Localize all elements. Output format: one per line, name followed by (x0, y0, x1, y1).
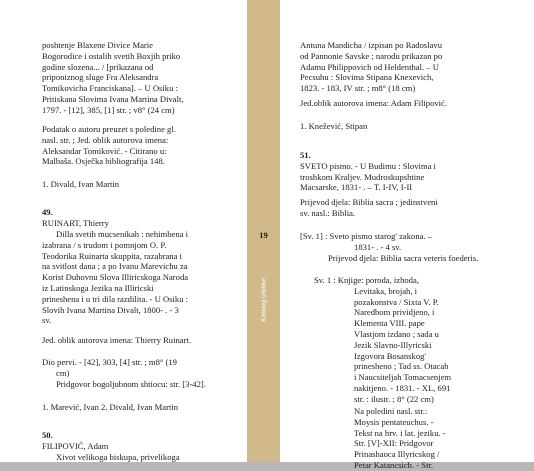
text-line: str. : ilustr. ; 8° (22 cm) (354, 393, 434, 404)
text-line: Klementa VIII. pape (354, 318, 425, 329)
text-line: [Sv. 1] : Sveto pismo starog' zakona. – (300, 231, 433, 241)
text-line: 1. Divald, Ivan Martin (42, 179, 120, 189)
text-line: godine slozena... / [prikazana od (42, 61, 154, 72)
text-line: pozakonstva / Sixta V. P. (354, 296, 439, 307)
entry-51-translation-note (300, 197, 438, 219)
entry-49-heading (42, 207, 109, 229)
left-page (0, 0, 247, 462)
text-line: Dio pervi. - [42], 303, [4] str. ; m8° (19 (42, 357, 177, 367)
text-line: Aleksandar Tomiković. - Citirano u: (42, 145, 167, 156)
entry-50-heading (42, 430, 180, 462)
entry-48-index-terms (42, 179, 119, 190)
text-line: nasl. str. ; Jed. oblik autorova imena: (42, 134, 169, 145)
spine-label (252, 270, 275, 330)
entry-49-index-terms (42, 402, 178, 413)
text-line: od Pannonie Savske ; narodu prikazan po (300, 50, 443, 61)
text-line: Jed.oblik autorova imena: Adam Filipović. (300, 98, 448, 108)
text-line: 1823. - 183, IV str. ; m8° (18 cm) (300, 83, 416, 94)
page-number: 19 (259, 230, 268, 240)
text-line: Podatak o autoru preuzet s poledine gl. (42, 124, 176, 134)
text-line: sv. (42, 315, 52, 326)
text-line: Jed. oblik autorova imena: Thierry Ruinart. (42, 335, 192, 345)
text-line: i Naucsiteljah Tomacsenjem (354, 372, 452, 383)
text-line: 1831- . - 4 sv. (354, 241, 402, 252)
entry-51-volume-1 (300, 275, 451, 405)
text-line: Antuna Mandicha / izpisan po Radoslavu (300, 40, 443, 50)
text-line: Prijevod djela: Biblia sacra ; jedinstveni (300, 197, 438, 207)
text-line: na svitlost dana ; a po Ivanu Marevichu za (42, 261, 188, 272)
right-page (280, 0, 534, 470)
text-line: SVETO pismo. - U Budimu : Slovima i (300, 160, 436, 171)
text-line: Na poledini nasl. str.: (354, 406, 428, 416)
text-line: 1797. - [12], 385, [1] str. ; v8° (24 cm) (42, 104, 175, 115)
entry-49-description (42, 229, 188, 326)
text-line: izabrana / s trudom i pomnjom O. P. (42, 239, 167, 250)
text-line: Izgovora Bosanskog' (354, 350, 426, 361)
entry-number: 50. (42, 430, 53, 440)
text-line: Pritiskana Slovima Ivana Martina Divalt, (42, 93, 184, 104)
text-line: nakitjeno. - 1831. - XL, 691 (354, 382, 451, 393)
text-line: priponiznog sluge Fra Aleksandra (42, 72, 159, 83)
text-line: cm) (56, 367, 70, 378)
entry-50-author-form (300, 98, 447, 109)
text-line: Moysis pentateuchus. - (354, 416, 434, 427)
page-gutter (247, 0, 280, 462)
text-line: Jezik Slavno-Illyricski (354, 339, 432, 350)
text-line: Adamu Philippovich od Heldenthal. – U (300, 61, 439, 72)
text-line: prinesheno ; Tad ss. Otacah (354, 361, 449, 372)
text-line: Dilla svetih mucsenikah : nehimbena i (56, 229, 188, 239)
text-line: Sv. 1 : Knjige: poroda, izhoda, (314, 275, 419, 285)
entry-50-continuation (300, 40, 442, 94)
text-line: Naredbom prividjeno, i (354, 307, 435, 318)
text-line: poshtenje Blaxene Divice Marie (42, 40, 153, 50)
text-line: Pridgovor bogoljubnom shtiocu: str. [3-42]. (56, 378, 206, 389)
text-line: Tekst na hrv. i lat. jeziku. - (354, 427, 446, 438)
entry-49-volume (42, 357, 206, 389)
text-line: sv. nasl.: Biblia. (300, 207, 356, 218)
text-line: iz Latinskoga Jezika na Illiricski (42, 282, 154, 293)
text-line: 1. Knežević, Stipan (300, 121, 368, 131)
text-line: Prijevod djela: Biblia sacra veteris foederis. (328, 252, 479, 263)
entry-author: FILIPOVIĆ, Adam (42, 440, 109, 451)
entry-51-heading (300, 150, 436, 193)
text-line: troshkom Kraljev. Mudroskupshtine (300, 171, 425, 182)
entry-author: RUINART, Thierry (42, 217, 109, 228)
entry-51-volume-1-notes (300, 406, 446, 471)
text-line: Vlastjom izdano ; sada u (354, 328, 439, 339)
text-line: Str. [V]-XII: Pridgovor (354, 438, 434, 449)
text-line: prineshena i u tri dila razdilita. - U Osiku : (42, 293, 189, 304)
entry-51-part-1 (300, 231, 478, 263)
entry-48-continuation (42, 40, 184, 116)
entry-number: 49. (42, 207, 53, 217)
text-line: Macsarske, 1831- . – T. I-IV, I-II (300, 182, 413, 193)
text-line: Prinashaoca Illyricskog / (354, 449, 440, 460)
text-line: Malbaša. Osječka bibliografija 148. (42, 156, 165, 167)
spine-label-text: Katalog izloške (260, 278, 267, 322)
text-line: Petar Katancsich. - Str. (354, 459, 433, 470)
entry-50-index-terms (300, 121, 367, 132)
entry-48-note (42, 124, 176, 167)
text-line: Xivot velikoga biskupa, privelikoga (56, 451, 180, 462)
text-line: Tomikovicha Franciskana]. – U Osiku : (42, 83, 178, 94)
text-line: Pecsuhu : Slovima Stipana Knexevich, (300, 72, 434, 83)
text-line: Korist Duhovnu Slova Illiricskoga Naroda (42, 272, 189, 283)
text-line: Bogorodice i ostalih svetih Boxjih priko (42, 50, 181, 61)
text-line: Teodorika Ruinarta skuppita, razabrana i (42, 250, 182, 261)
entry-number: 51. (300, 150, 311, 160)
text-line: Levitaka, brojah, i (354, 285, 417, 296)
text-line: Slovih Ivana Martina Divalt, 1800- . - 3 (42, 304, 179, 315)
entry-49-author-form (42, 335, 191, 346)
text-line: 1. Marević, Ivan 2. Divald, Ivan Martin (42, 402, 179, 412)
